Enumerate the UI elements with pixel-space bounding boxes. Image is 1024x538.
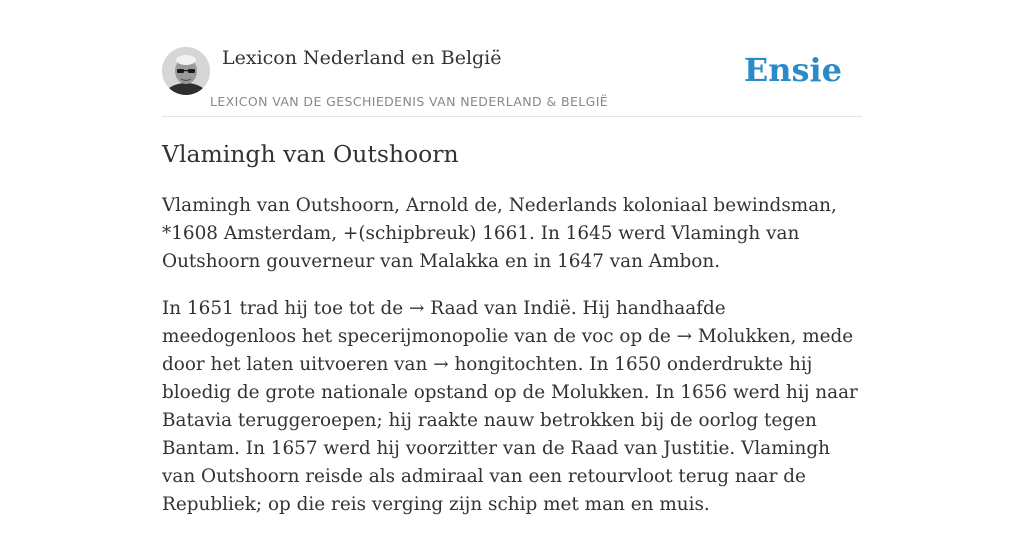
site-subtitle: LEXICON VAN DE GESCHIEDENIS VAN NEDERLAND & BELGIË [210,94,609,109]
author-avatar[interactable] [162,47,210,95]
link-raad-van-indie[interactable]: → Raad van Indië [409,298,571,319]
site-name[interactable]: Lexicon Nederland en België [222,47,502,69]
paragraph-2-text-1: In 1651 trad hij toe tot de [162,298,410,319]
brand-logo[interactable]: Ensie [743,51,842,89]
site-header [162,44,862,117]
link-hongitochten[interactable]: → hongitochten [433,354,578,375]
article-body [162,192,862,538]
paragraph-1: Vlamingh van Outshoorn, Arnold de, Nederlands koloniaal bewindsman, *1608 Amsterdam, +(schipbreuk) 1661. In 1645 werd Vlamingh van Outshoorn gouverneur van Malakka en in 1647 van Ambon. [162,195,837,272]
author-portrait-icon [162,47,210,95]
paragraph-2-text-4: . In 1650 onderdrukte hij bloedig de grote nationale opstand op de Molukken. In 1656 werd hij naar Batavia teruggeroepen; hij raakte nauw betrokken bij de oorlog tegen Bantam. In 1657 werd hij voorzitter van de Raad van Justitie. Vlamingh van Outshoorn reisde als admiraal van een retourvloot terug naar de Republiek; op die reis verging zijn schip met man en muis. [162,354,858,515]
link-molukken[interactable]: → Molukken [676,326,791,347]
paragraph-2-text-3: , mede door het laten uitvoeren van [162,326,854,375]
page-title: Vlamingh van Outshoorn [162,140,459,168]
paragraph-2-text-2: . Hij handhaafde meedogenloos het specerijmonopolie van de voc op de [162,298,726,347]
paragraph-2 [162,295,862,519]
